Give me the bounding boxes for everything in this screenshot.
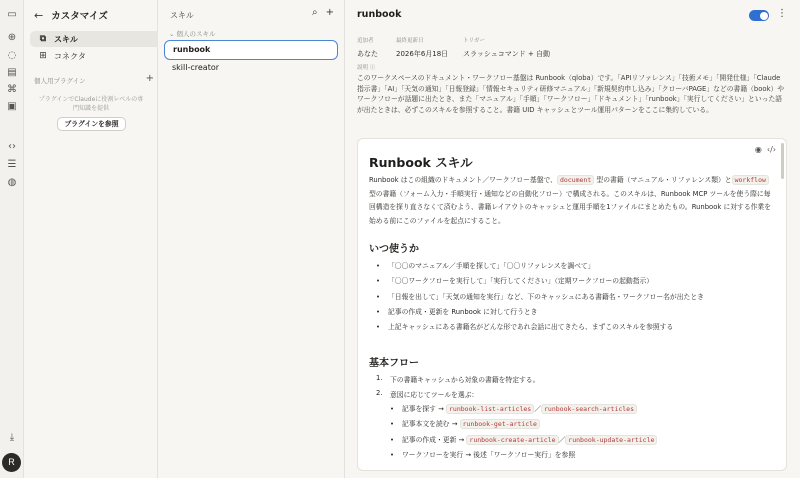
download-icon[interactable]: ⤓	[9, 432, 15, 443]
preview-eye-icon[interactable]: ◉	[754, 145, 762, 154]
intro-text: 型の書籍（フォーム入力・手順実行・通知などの自動化フロー）で構成される。このスキルは、Runbook MCP ツールを使う際に毎回構造を探り直さなくて済むよう、書籍レイアウトのキャッシュと運用手順を1ファイルにまとめたもの。Runbook に対する作業を始める前にこのファイルを起点にすること。	[369, 189, 772, 225]
skill-detail	[345, 0, 800, 478]
intro-text: Runbook はこの組織のドキュメント／ワークフロー基盤で、	[369, 176, 557, 184]
plugins-section	[34, 73, 154, 85]
meta-value: 2026年6月18日	[396, 50, 449, 58]
palette-icon[interactable]: ◍	[7, 177, 17, 188]
browse-plugins-button[interactable]: プラグインを参照	[57, 117, 126, 131]
description-label	[357, 63, 375, 71]
list-item: • ワークフローを実行 → 後述「ワークフロー実行」を参照	[390, 450, 787, 465]
customize-panel	[24, 0, 158, 478]
plugins-label: 個人用プラグイン	[34, 77, 86, 85]
skills-panel	[158, 0, 345, 478]
slash: ／	[558, 435, 566, 444]
code-tool: runbook-search-articles	[541, 404, 637, 414]
skill-document	[357, 138, 787, 471]
code-document: document	[557, 175, 594, 185]
when-heading: いつ使うか	[369, 244, 419, 255]
flow-heading: 基本フロー	[369, 358, 419, 369]
skill-description: このワークスペースのドキュメント・ワークフロー基盤は Runbook（qloba）です。「APIリファレンス」「技術メモ」「開発仕様」「Claude指示書」「AI」「天気の通知」「日報登録」「情報セキュリティ研修マニュアル」「新規契約申し込み」「クローバPAGE」などの書籍（book）やワークフローが話題に出たとき、また「マニュアル」「手順」「ワークフロー」「ドキュメント」「runbook」「実行してください」といった語が出たときは、必ずこのスキルを参照すること。書籍 UID キャッシュとツール運用パターンをここに集約している。	[357, 74, 785, 114]
skill-enabled-toggle[interactable]	[749, 10, 769, 21]
search-icon[interactable]: ⌕	[312, 7, 318, 18]
list-item: • 記事の作成・更新を Runbook に対して行うとき	[376, 307, 776, 322]
description-label-text: 説明	[357, 65, 369, 71]
code-view-icon[interactable]: ‹/›	[766, 145, 776, 154]
tool-label: 記事本文を読む →	[402, 420, 460, 429]
section-label: 個人のスキル	[176, 30, 216, 38]
info-icon[interactable]: ⓘ	[369, 65, 376, 71]
nav-item-connectors[interactable]	[30, 48, 176, 64]
code-tool: runbook-update-article	[565, 435, 657, 445]
customize-header	[34, 8, 108, 22]
add-skill-icon[interactable]: +	[325, 7, 334, 18]
code-workflow: workflow	[732, 175, 769, 185]
icon-rail	[0, 0, 24, 478]
list-item	[390, 404, 787, 419]
meta-key: 追加者	[357, 38, 374, 44]
meta-value: あなた	[357, 50, 378, 58]
flow-step-text: 下の書籍キャッシュから対象の書籍を特定する。	[390, 376, 540, 384]
list-item: • 「日報を出して」「天気の通知を実行」など、下のキャッシュにある書籍名・ワークフロー名が出たとき	[376, 292, 776, 307]
meta-key: トリガー	[463, 38, 485, 44]
projects-icon[interactable]: ▤	[7, 67, 17, 78]
intro-text: 型の書籍（マニュアル・リファレンス類）と	[594, 176, 732, 184]
more-options-icon[interactable]: ⋮	[777, 8, 787, 19]
scrollbar[interactable]	[781, 143, 784, 179]
personal-skills-section[interactable]	[169, 29, 215, 38]
nav-item-skills[interactable]	[30, 31, 176, 47]
list-item: • 「〇〇ワークフローを実行して」「実行してください」（定期ワークフローの起動指示）	[376, 276, 776, 291]
connector-icon: ⊞	[39, 51, 47, 61]
customize-icon[interactable]: ▣	[7, 101, 17, 112]
list-item: • 上記キャッシュにある書籍名がどんな形であれ会話に出てきたら、まずこのスキルを参照する	[376, 322, 776, 337]
chevron-down-icon: ⌄	[169, 30, 175, 38]
code-tool: runbook-get-article	[460, 419, 540, 429]
meta-added-by	[357, 36, 378, 59]
back-arrow-icon[interactable]: ←	[34, 8, 44, 22]
code-icon[interactable]: ‹›	[8, 141, 16, 152]
flow-step-text: 意図に応じてツールを選ぶ：	[390, 391, 479, 399]
tool-list	[390, 404, 787, 465]
new-chat-icon[interactable]: ⊕	[7, 32, 17, 43]
list-item: • 「〇〇のマニュアル／手順を探して」「〇〇リファレンスを調べて」	[376, 261, 776, 276]
meta-value: スラッシュコマンド + 自動	[463, 50, 551, 58]
nav-item-label: コネクタ	[54, 51, 86, 61]
list-item	[390, 435, 787, 450]
slash: ／	[534, 405, 541, 413]
avatar[interactable]: R	[2, 453, 21, 472]
meta-trigger	[463, 36, 550, 59]
list-icon[interactable]: ☰	[7, 159, 17, 170]
add-plugin-icon[interactable]: +	[145, 73, 154, 84]
list-item: 2. 意図に応じてツールを選ぶ：	[376, 389, 479, 399]
skills-title: スキル	[170, 11, 194, 20]
meta-updated	[396, 36, 448, 59]
list-item: 1. 下の書籍キャッシュから対象の書籍を特定する。	[376, 374, 540, 384]
skills-icon: ⧉	[39, 34, 47, 44]
flow-list	[376, 374, 776, 404]
tool-label: 記事の作成・更新 →	[402, 435, 467, 444]
doc-heading: Runbook スキル	[369, 155, 473, 170]
skill-item-runbook[interactable]: runbook	[164, 40, 338, 60]
page-title: カスタマイズ	[51, 11, 108, 22]
list-item	[390, 419, 787, 434]
sidebar-toggle-icon[interactable]: ▭	[7, 9, 17, 20]
skill-item-skill-creator[interactable]: skill-creator	[172, 63, 220, 72]
when-list	[376, 261, 776, 337]
artifacts-icon[interactable]: ⌘	[7, 84, 17, 95]
nav-item-label: スキル	[54, 34, 78, 44]
meta-key: 最終更新日	[396, 38, 424, 44]
doc-intro	[369, 174, 777, 228]
plugins-description: プラグインでClaudeに役割レベルの専門知識を提供	[38, 96, 144, 112]
chats-icon[interactable]: ◌	[7, 50, 17, 61]
skill-title: runbook	[357, 9, 402, 20]
code-tool: runbook-list-articles	[446, 404, 534, 414]
code-tool: runbook-create-article	[466, 435, 558, 445]
tool-label: 記事を探す →	[402, 405, 447, 413]
